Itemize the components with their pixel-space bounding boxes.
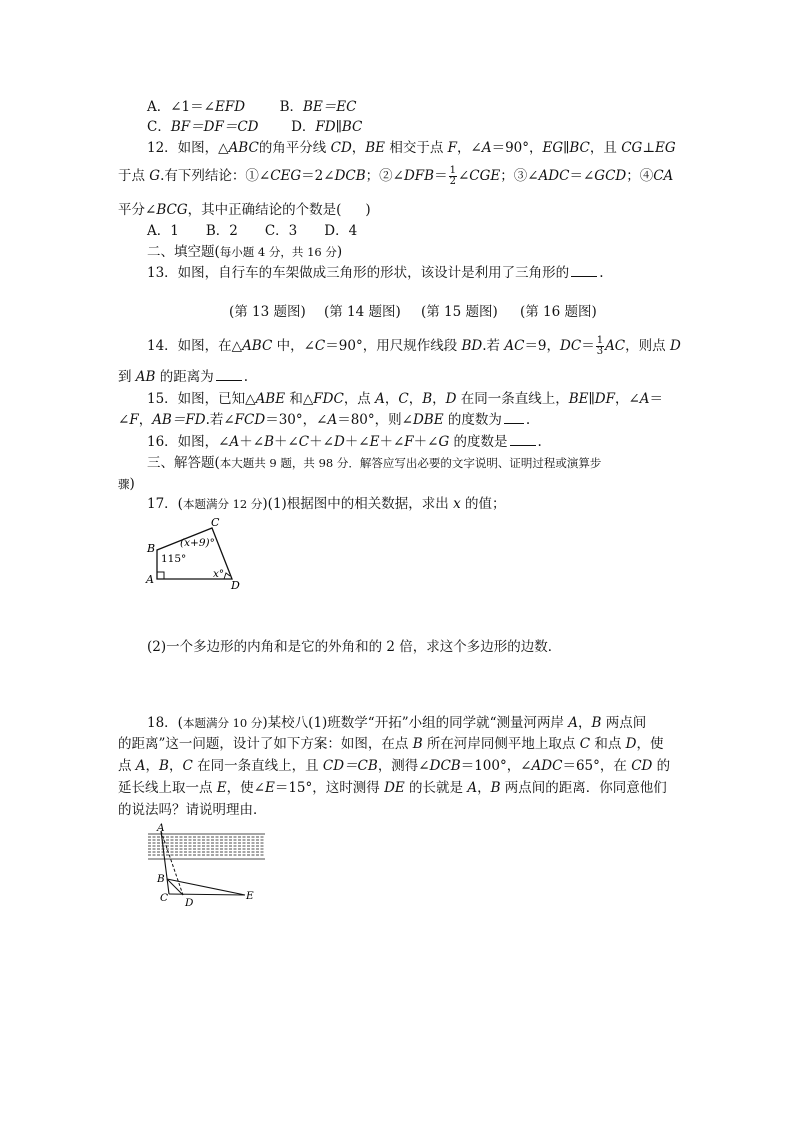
- vertex-b-label: B: [147, 542, 156, 555]
- q18-line5: 的说法吗？请说明理由．: [118, 802, 267, 818]
- section-fill-in-heading: 二、填空题(每小题 4 分，共 16 分): [147, 244, 343, 260]
- q12-line1: 12．如图，△ABC的角平分线 CD，BE 相交于点 F，∠A＝90°，EG∥BC，且 CG⊥EG: [147, 140, 676, 156]
- angle-d-arc: [224, 573, 230, 579]
- q12-options: A．1 B．2 C．3 D．4: [147, 223, 358, 239]
- angle-c-label: (x+9)°: [180, 537, 215, 549]
- right-angle-mark: [157, 572, 164, 579]
- q11-option-a-math: EFD: [214, 99, 246, 115]
- fraction-one-half: $\frac{1}{2}$: [449, 165, 456, 187]
- point-e-label: E: [246, 890, 254, 902]
- q16-text: 16．如图，∠A＋∠B＋∠C＋∠D＋∠E＋∠F＋∠G 的度数是 .: [147, 434, 542, 450]
- fraction-one-third: $\frac{1}{3}$: [596, 335, 604, 357]
- angle-b-label: 115°: [161, 553, 187, 565]
- figure-label-15: (第 15 题图): [421, 304, 498, 320]
- q18-line2: 的距离”这一问题，设计了如下方案：如图，在点 B 所在河岸同侧平地上取点 C 和点 D，使: [118, 736, 664, 752]
- q11-option-a: A．∠1＝∠: [147, 99, 215, 115]
- figure-label-16: (第 16 题图): [520, 304, 597, 320]
- q11-options-row2: [147, 117, 362, 137]
- q17-quadrilateral-figure: [140, 515, 250, 595]
- q11-option-d: D．: [291, 119, 316, 135]
- q15-line1: 15．如图，已知△ABE 和△FDC，点 A，C，B，D 在同一条直线上，BE∥DF，∠A＝: [147, 391, 664, 407]
- river-hatching: [148, 834, 265, 859]
- q11-option-b-math: BE＝EC: [303, 99, 357, 115]
- point-c-label: C: [160, 892, 169, 904]
- q13-text: 13．如图，自行车的车架做成三角形的形状，该设计是利用了三角形的 .: [147, 265, 604, 281]
- q17-part1: 17．(本题满分 12 分)(1)根据图中的相关数据，求出 x 的值；: [147, 496, 506, 512]
- section-answer-heading-cont: 骤): [118, 476, 135, 492]
- q12-line3: 平分∠BCG，其中正确结论的个数是( ): [118, 202, 371, 218]
- q15-line2: ∠F，AB＝FD.若∠FCD＝30°，∠A＝80°，则∠DBE 的度数为 .: [118, 412, 531, 428]
- segment-be: [167, 879, 245, 895]
- angle-d-label: x°: [213, 568, 225, 580]
- section-answer-heading: 三、解答题(本大题共 9 题，共 98 分．解答应写出必要的文字说明、证明过程或演算步: [147, 455, 602, 471]
- segment-ce: [169, 894, 245, 895]
- q12-line2: 于点 G.有下列结论：①∠CEG＝2∠DCB；②∠DFB＝ $\frac{1}{2}$ ∠CGE；③∠ADC＝∠GCD；④CA: [118, 165, 674, 187]
- q11-option-b: B．: [279, 99, 304, 115]
- q11-option-d-math: FD∥BC: [315, 119, 363, 135]
- q11-options-row1: [147, 97, 357, 117]
- vertex-d-label: D: [231, 579, 240, 592]
- figure-label-13: (第 13 题图): [229, 304, 306, 320]
- q17-part2: (2)一个多边形的内角和是它的外角和的 2 倍，求这个多边形的边数．: [147, 639, 562, 655]
- q18-line1: 18．(本题满分 10 分)某校八(1)班数学“开拓”小组的同学就“测量河两岸 A，B 两点间: [147, 715, 647, 731]
- q11-option-c-math: BF＝DF＝CD: [170, 119, 259, 135]
- point-b-label: B: [157, 873, 165, 885]
- q11-option-c: C．: [147, 119, 171, 135]
- q18-line3: 点 A，B，C 在同一条直线上，且 CD＝CB，测得∠DCB＝100°，∠ADC＝65°，在 CD 的: [118, 758, 671, 774]
- vertex-a-label: A: [146, 573, 154, 586]
- vertex-c-label: C: [211, 516, 220, 529]
- segment-ad-dashed: [161, 831, 183, 895]
- figure-label-14: (第 14 题图): [324, 304, 401, 320]
- q14-line2: 到 AB 的距离为 .: [118, 369, 249, 385]
- q18-river-figure: [140, 822, 265, 907]
- q14-line1: 14．如图，在△ABC 中，∠C＝90°，用尺规作线段 BD.若 AC＝9，DC＝ $\frac{1}{3}$ AC，则点 D: [147, 335, 681, 357]
- point-d-label: D: [185, 897, 194, 907]
- point-a-label: A: [157, 822, 165, 834]
- q18-line4: 延长线上取一点 E，使∠E＝15°，这时测得 DE 的长就是 A，B 两点间的距离．你同意他们: [118, 780, 667, 796]
